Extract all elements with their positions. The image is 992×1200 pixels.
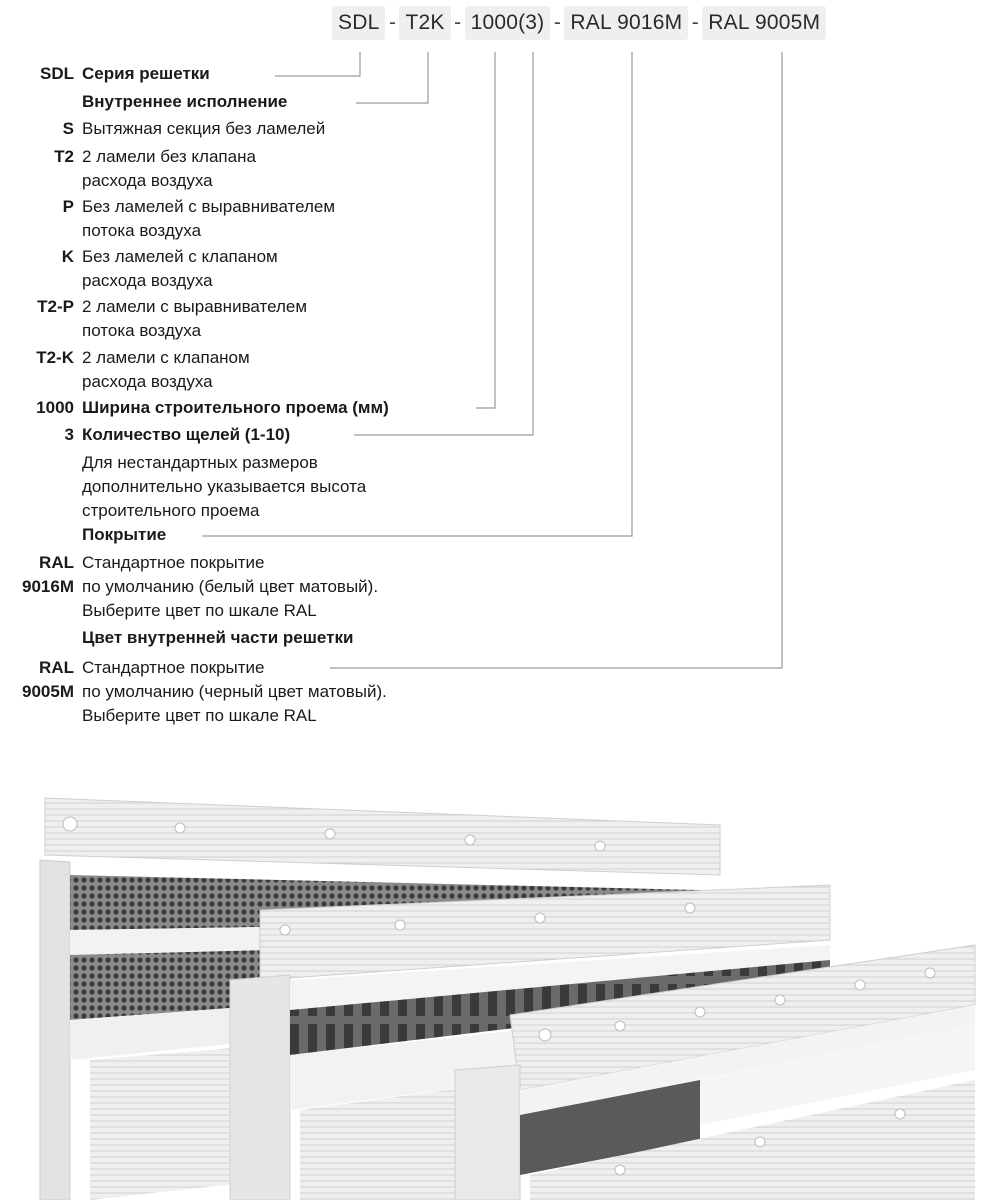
legend-coating bbox=[0, 551, 378, 623]
section-heading: Внутреннее исполнение bbox=[82, 92, 288, 111]
note-text: Для нестандартных размеров дополнительно указывается высота строительного проема bbox=[82, 453, 367, 520]
legend-inner-color bbox=[0, 656, 387, 728]
legend-label: 2 ламели без клапана расхода воздуха bbox=[82, 147, 256, 190]
legend-option-p bbox=[0, 195, 335, 243]
legend-label: Ширина строительного проема (мм) bbox=[82, 398, 389, 417]
connector-width bbox=[476, 52, 495, 408]
legend-key: 1000 bbox=[36, 398, 74, 417]
legend-label: Стандартное покрытие по умолчанию (черный цвет матовый). Выберите цвет по шкале RAL bbox=[82, 658, 387, 725]
legend-option-t2 bbox=[0, 145, 256, 193]
code-coating: RAL 9016M bbox=[564, 6, 688, 40]
code-separator: - bbox=[388, 11, 396, 34]
legend-label: 2 ламели с выравнивателем потока воздуха bbox=[82, 297, 308, 340]
legend-key: P bbox=[62, 197, 74, 216]
legend-label: Без ламелей с клапаном расхода воздуха bbox=[82, 247, 278, 290]
model-code bbox=[332, 6, 826, 40]
legend-slots bbox=[0, 423, 290, 447]
legend-key: T2-P bbox=[37, 297, 74, 316]
legend-label: Без ламелей с выравнивателем потока воздуха bbox=[82, 197, 336, 240]
legend-key: RAL 9016M bbox=[22, 553, 74, 596]
legend-key: 3 bbox=[64, 425, 74, 444]
legend-label: Серия решетки bbox=[82, 64, 210, 83]
legend-key: S bbox=[62, 119, 74, 138]
code-separator: - bbox=[553, 11, 561, 34]
section-heading: Покрытие bbox=[82, 525, 167, 544]
legend-coating-heading bbox=[0, 523, 166, 547]
product-image bbox=[0, 780, 992, 1200]
legend-width bbox=[0, 396, 389, 420]
legend-inner-color-heading bbox=[0, 626, 353, 650]
connector-slots bbox=[354, 52, 533, 435]
code-separator: - bbox=[691, 11, 699, 34]
legend-key: SDL bbox=[40, 64, 74, 83]
legend-key: T2 bbox=[54, 147, 74, 166]
legend-key: T2-K bbox=[36, 348, 74, 367]
code-width-slots: 1000(3) bbox=[465, 6, 551, 40]
legend-key: K bbox=[61, 247, 74, 266]
legend-slots-note bbox=[0, 451, 366, 523]
legend-inner-heading bbox=[0, 90, 287, 114]
code-inner-option: T2K bbox=[399, 6, 450, 40]
code-inner-color: RAL 9005M bbox=[702, 6, 826, 40]
code-series: SDL bbox=[332, 6, 385, 40]
legend-label: Стандартное покрытие по умолчанию (белый цвет матовый). Выберите цвет по шкале RAL bbox=[82, 553, 379, 620]
connector-series bbox=[275, 52, 360, 76]
legend-option-t2-k bbox=[0, 346, 250, 394]
legend-key: RAL 9005M bbox=[22, 658, 74, 701]
legend-series bbox=[0, 62, 210, 86]
legend-option-k bbox=[0, 245, 278, 293]
legend-label: Количество щелей (1-10) bbox=[82, 425, 291, 444]
legend-option-s bbox=[0, 117, 325, 141]
legend-label: Вытяжная секция без ламелей bbox=[82, 119, 326, 138]
section-heading: Цвет внутренней части решетки bbox=[82, 628, 354, 647]
connector-inner bbox=[356, 52, 428, 103]
connector-inner-color bbox=[330, 52, 782, 668]
legend-option-t2-p bbox=[0, 295, 307, 343]
legend-label: 2 ламели с клапаном расхода воздуха bbox=[82, 348, 250, 391]
code-separator: - bbox=[454, 11, 462, 34]
